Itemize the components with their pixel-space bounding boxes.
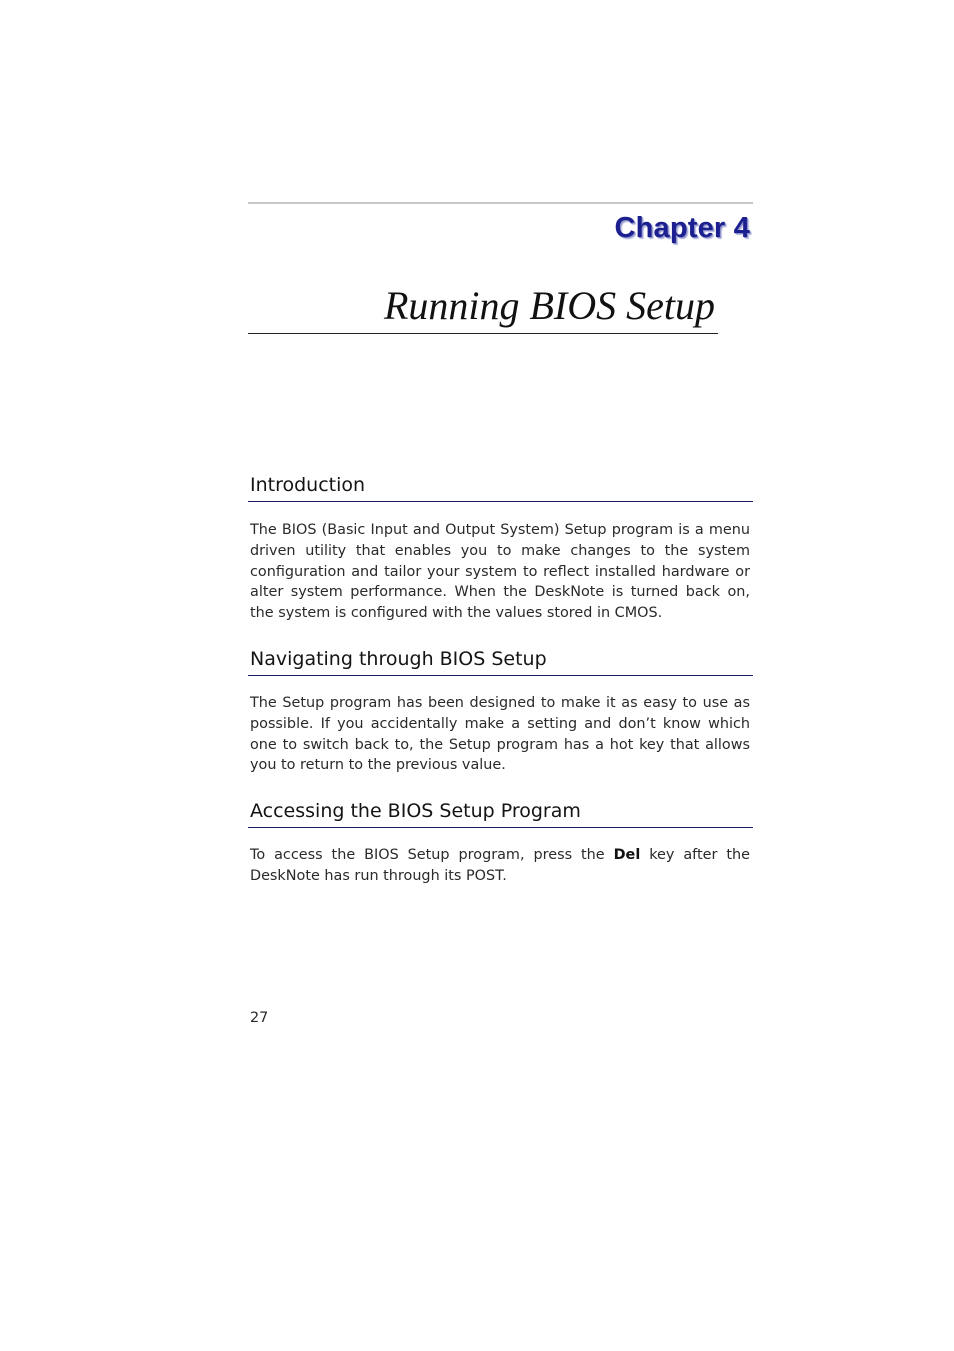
section-body-introduction: The BIOS (Basic Input and Output System) Setup program is a menu driven utility that enables you to make changes to the system configuration and tailor your system to reflect installed hardware or alter system performance. When the DeskNote is turned back on, the system is configured with the values stored in CMOS. <box>250 522 750 622</box>
section-heading-introduction: Introduction <box>250 474 366 496</box>
del-key-name: Del <box>613 847 641 863</box>
page-number: 27 <box>250 1010 269 1026</box>
section-rule-accessing <box>248 827 753 828</box>
chapter-label: Chapter 4 <box>614 212 750 244</box>
chapter-title: Running BIOS Setup <box>383 283 715 328</box>
section-body-navigating: The Setup program has been designed to make it as easy to use as possible. If you accidentally make a setting and don’t know which one to switch back to, the Setup program has a hot key that allows you to return to the previous value. <box>250 695 750 774</box>
section-body-accessing <box>250 845 750 887</box>
chapter-top-rule <box>248 202 753 204</box>
section-heading-navigating: Navigating through BIOS Setup <box>250 648 547 670</box>
section-rule-navigating <box>248 675 753 676</box>
section-heading-accessing: Accessing the BIOS Setup Program <box>250 800 581 822</box>
body-text-after-key: key after the DeskNote has run through its POST. <box>250 847 750 884</box>
body-text-before-key: To access the BIOS Setup program, press the <box>250 847 614 863</box>
section-rule-introduction <box>248 501 753 502</box>
chapter-title-rule <box>248 333 718 334</box>
